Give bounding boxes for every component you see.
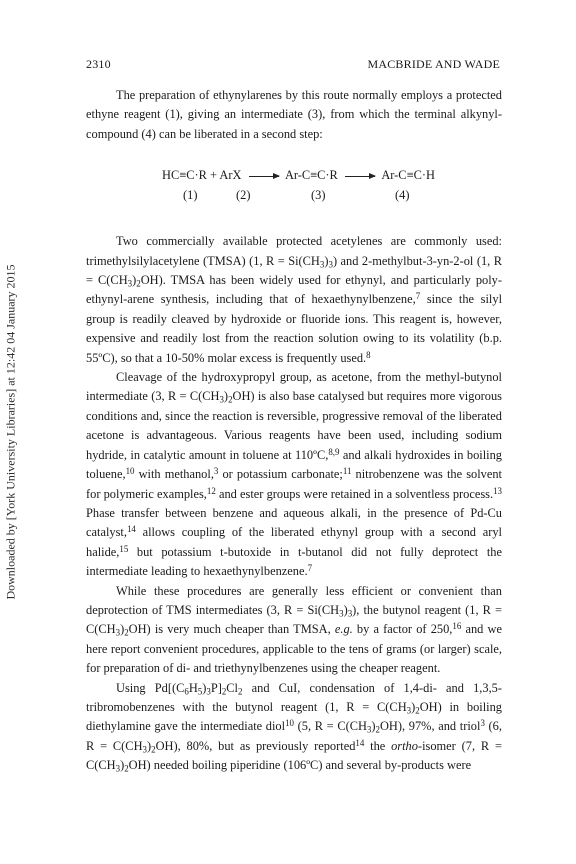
reaction-equation (162, 166, 435, 185)
running-title: MACBRIDE AND WADE (367, 57, 500, 71)
paragraph-5: Using $Pd[(C_6H_5)_3P]_2Cl_2$ and CuI, condensation of 1,4-di- and 1,3,5-tribromobenzenes with the butynol reagent (1, $R = C(CH_3)_2OH$) in boiling diethylamine gave the intermediate diol$^{10}$ (5, $R = C(CH_3)_2OH$), 97%, and triol$^3$ (6, $R = C(CH_3)_2OH$), 80%, but as previously reported$^{14}$ the ortho-isomer (7, $R = C(CH_3)_2OH$) needed boiling piperidine (106ºC) and several by-products were (86, 680, 503, 774)
paragraph-2: Two commercially available protected acetylenes are commonly used: trimethylsilylacetylene (TMSA) (1, $R = Si(CH_3)_3$) and 2-methylbut-3-yn-2-ol (1, $R = C(CH_3)_2OH$). TMSA has been widely used for ethynyl, and particularly poly-ethynyl-arene synthesis, including that of hexaethynylbenzene,$^7$ since the silyl group is readily cleaved by hydroxide or fluoride ions. This reagent is, however, expensive and readily lost from the reaction solution owing to its volatility (b.p. 55ºC), so that a 10-50% molar excess is frequently used.$^8$ (86, 234, 503, 365)
reactant-ethyne: HC≡C·R (162, 168, 207, 183)
reaction-arrow-1 (249, 176, 279, 177)
page-body (86, 86, 502, 776)
paragraph-1: The preparation of ethynylarenes by this route normally employs a protected ethyne reagent (1), giving an intermediate (3), from which the terminal alkynyl-compound (4) can be liberated in a second step: (86, 88, 502, 141)
reactant-arx: ArX (219, 168, 242, 183)
reaction-scheme (86, 156, 502, 224)
download-watermark (0, 0, 22, 864)
compound-label-1: (1) (183, 188, 198, 203)
compound-label-4: (4) (395, 188, 410, 203)
ref-7: 7 (415, 291, 421, 302)
plus-sign: + (209, 168, 217, 183)
product-4: Ar-C≡C·H (381, 168, 435, 183)
reaction-arrow-2 (345, 176, 375, 177)
paragraph-3: Cleavage of the hydroxypropyl group, as acetone, from the methyl-butynol intermediate (3, $R = C(CH_3)_2OH$) is also base catalysed but requires more vigorous conditions and, since the reaction is reversible, progressive removal of the liberated acetone is advantageous. Various reagents have been used, including sodium hydride, in catalytic amount in toluene at 110ºC,$^{8,9}$ and alkali hydroxides in boiling toluene,$^{10}$ with methanol,$^3$ or potassium carbonate;$^{11}$ nitrobenzene was the solvent for polymeric examples,$^{12}$ and ester groups were retained in a solventless process.$^{13}$ Phase transfer between benzene and aqueous alkali, in the presence of Pd-Cu catalyst,$^{14}$ allows coupling of the liberated ethynyl group with a second aryl halide,$^{15}$ but potassium t-butoxide in t-butanol did not fully deprotect the intermediate leading to hexaethynylbenzene.$^7$ (86, 370, 502, 579)
page-number: 2310 (86, 57, 111, 71)
paragraph-4: While these procedures are generally less efficient or convenient than deprotection of TMS intermediates (3, $R = Si(CH_3)_3$), the butynol reagent (1, $R = C(CH_3)_2OH$) is very much cheaper than TMSA, e.g. by a factor of 250,16 and we here report convenient procedures, applicable to the tens of grams (or larger) scale, for preparation of di- and triethynylbenzenes using the cheaper reagent. (86, 583, 502, 676)
compound-label-3: (3) (311, 188, 326, 203)
download-watermark-text: Downloaded by [York University Libraries] at 12:42 04 January 2015 (3, 264, 18, 600)
ref-8: 8 (366, 349, 371, 360)
compound-label-2: (2) (236, 188, 251, 203)
intermediate-3: Ar-C≡C·R (284, 168, 338, 183)
